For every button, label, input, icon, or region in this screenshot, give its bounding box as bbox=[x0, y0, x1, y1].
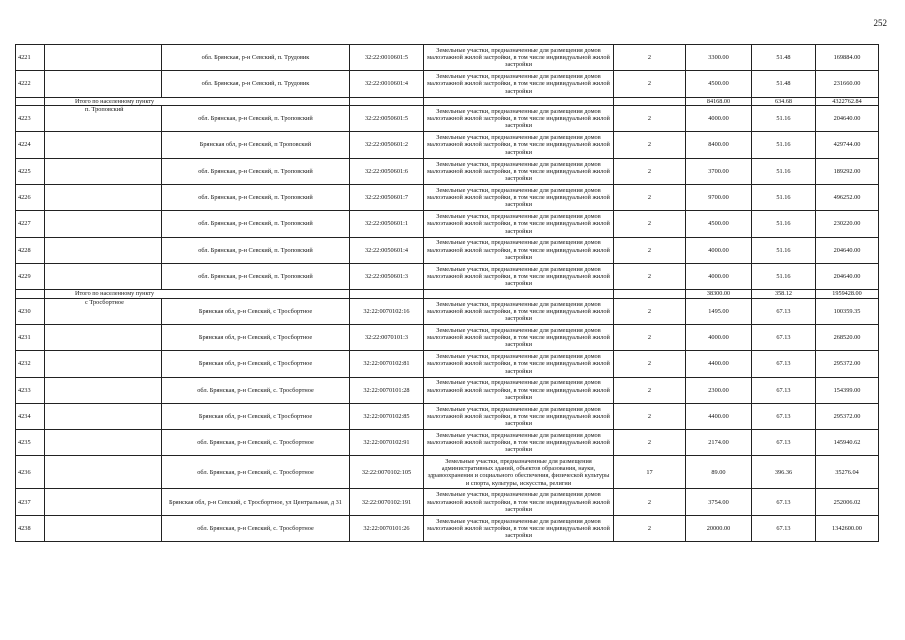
land-use-cell: Земельные участки, предназначенные для размещения домов малоэтажной жилой застройки, в том числе индивидуальной жилой застройки bbox=[424, 351, 614, 377]
address-cell: Брянская обл, р-н Севский, п Троповский bbox=[162, 132, 350, 158]
unit-value-cell: 396.36 bbox=[752, 456, 816, 489]
subtotal-label: Итого по населенному пункту bbox=[45, 97, 350, 106]
settlement-cell bbox=[45, 515, 162, 541]
settlement-cell bbox=[45, 489, 162, 515]
area-cell: 89.00 bbox=[686, 456, 752, 489]
cadastral-number-cell: 32:22:0050601:5 bbox=[350, 106, 424, 132]
table-row bbox=[16, 263, 879, 289]
use-group-cell: 2 bbox=[614, 184, 686, 210]
unit-value-cell: 67.13 bbox=[752, 377, 816, 403]
use-group-cell: 2 bbox=[614, 106, 686, 132]
subtotal-price: 634.68 bbox=[752, 97, 816, 106]
subtotal-row bbox=[16, 97, 879, 106]
unit-value-cell: 51.16 bbox=[752, 132, 816, 158]
use-group-cell: 2 bbox=[614, 324, 686, 350]
cadastral-value-cell: 295372.00 bbox=[816, 403, 879, 429]
settlement-cell: с Тросбортное bbox=[45, 298, 162, 324]
unit-value-cell: 51.16 bbox=[752, 263, 816, 289]
table-row bbox=[16, 489, 879, 515]
land-use-cell: Земельные участки, предназначенные для размещения домов малоэтажной жилой застройки, в том числе индивидуальной жилой застройки bbox=[424, 71, 614, 97]
settlement-cell bbox=[45, 263, 162, 289]
cadastral-number-cell: 32:22:0070102:81 bbox=[350, 351, 424, 377]
table-row bbox=[16, 430, 879, 456]
area-cell: 4000.00 bbox=[686, 106, 752, 132]
table-row bbox=[16, 515, 879, 541]
table-row bbox=[16, 324, 879, 350]
table-row bbox=[16, 45, 879, 71]
page-number: 252 bbox=[873, 18, 887, 28]
land-use-cell: Земельные участки, предназначенные для размещения домов малоэтажной жилой застройки, в том числе индивидуальной жилой застройки bbox=[424, 263, 614, 289]
address-cell: Брянская обл, р-н Севский, с Тросбортное bbox=[162, 403, 350, 429]
cadastral-value-cell: 268520.00 bbox=[816, 324, 879, 350]
land-use-cell: Земельные участки, предназначенные для размещения домов малоэтажной жилой застройки, в том числе индивидуальной жилой застройки bbox=[424, 132, 614, 158]
area-cell: 4400.00 bbox=[686, 351, 752, 377]
subtotal-price: 358.12 bbox=[752, 290, 816, 299]
area-cell: 3700.00 bbox=[686, 158, 752, 184]
land-use-cell: Земельные участки, предназначенные для размещения домов малоэтажной жилой застройки, в том числе индивидуальной жилой застройки bbox=[424, 430, 614, 456]
unit-value-cell: 51.48 bbox=[752, 71, 816, 97]
use-group-cell: 2 bbox=[614, 263, 686, 289]
table-row bbox=[16, 237, 879, 263]
table-body bbox=[16, 45, 879, 542]
unit-value-cell: 51.16 bbox=[752, 106, 816, 132]
row-number: 4224 bbox=[16, 132, 45, 158]
land-use-cell: Земельные участки, предназначенные для размещения домов малоэтажной жилой застройки, в том числе индивидуальной жилой застройки bbox=[424, 515, 614, 541]
land-use-cell: Земельные участки, предназначенные для размещения домов малоэтажной жилой застройки, в том числе индивидуальной жилой застройки bbox=[424, 324, 614, 350]
subtotal-area: 84168.00 bbox=[686, 97, 752, 106]
table-row bbox=[16, 71, 879, 97]
unit-value-cell: 67.13 bbox=[752, 298, 816, 324]
table-row bbox=[16, 211, 879, 237]
address-cell: обл. Брянская, р-н Севский, п. Троповский bbox=[162, 158, 350, 184]
area-cell: 2300.00 bbox=[686, 377, 752, 403]
row-number: 4236 bbox=[16, 456, 45, 489]
cadastral-number-cell: 32:22:0070101:3 bbox=[350, 324, 424, 350]
use-group-cell: 2 bbox=[614, 71, 686, 97]
use-group-cell: 2 bbox=[614, 45, 686, 71]
use-group-cell: 2 bbox=[614, 211, 686, 237]
area-cell: 4000.00 bbox=[686, 237, 752, 263]
area-cell: 4500.00 bbox=[686, 71, 752, 97]
cadastral-value-cell: 204640.00 bbox=[816, 237, 879, 263]
land-use-cell: Земельные участки, предназначенные для размещения домов малоэтажной жилой застройки, в том числе индивидуальной жилой застройки bbox=[424, 45, 614, 71]
area-cell: 8400.00 bbox=[686, 132, 752, 158]
area-cell: 4000.00 bbox=[686, 263, 752, 289]
table-row bbox=[16, 377, 879, 403]
unit-value-cell: 51.16 bbox=[752, 211, 816, 237]
settlement-cell bbox=[45, 403, 162, 429]
cadastral-number-cell: 32:22:0070102:105 bbox=[350, 456, 424, 489]
subtotal-value: 1959428.00 bbox=[816, 290, 879, 299]
cadastral-number-cell: 32:22:0050601:2 bbox=[350, 132, 424, 158]
unit-value-cell: 51.16 bbox=[752, 184, 816, 210]
unit-value-cell: 67.13 bbox=[752, 489, 816, 515]
row-number: 4228 bbox=[16, 237, 45, 263]
cadastral-value-cell: 154399.00 bbox=[816, 377, 879, 403]
use-group-cell: 2 bbox=[614, 403, 686, 429]
cadastral-number-cell: 32:22:0050601:3 bbox=[350, 263, 424, 289]
area-cell: 4400.00 bbox=[686, 403, 752, 429]
use-group-cell: 2 bbox=[614, 298, 686, 324]
cadastral-value-cell: 189292.00 bbox=[816, 158, 879, 184]
land-use-cell: Земельные участки, предназначенные для размещения домов малоэтажной жилой застройки, в том числе индивидуальной жилой застройки bbox=[424, 184, 614, 210]
row-number: 4226 bbox=[16, 184, 45, 210]
row-number: 4227 bbox=[16, 211, 45, 237]
settlement-cell bbox=[45, 45, 162, 71]
row-number: 4225 bbox=[16, 158, 45, 184]
unit-value-cell: 67.13 bbox=[752, 430, 816, 456]
address-cell: обл. Брянская, р-н Севский, п. Трудовик bbox=[162, 71, 350, 97]
area-cell: 20000.00 bbox=[686, 515, 752, 541]
table-row bbox=[16, 132, 879, 158]
address-cell: обл. Брянская, р-н Севский, п. Троповский bbox=[162, 263, 350, 289]
area-cell: 3754.00 bbox=[686, 489, 752, 515]
row-number: 4233 bbox=[16, 377, 45, 403]
row-number: 4234 bbox=[16, 403, 45, 429]
unit-value-cell: 67.13 bbox=[752, 515, 816, 541]
subtotal-row bbox=[16, 290, 879, 299]
settlement-cell bbox=[45, 237, 162, 263]
unit-value-cell: 51.16 bbox=[752, 237, 816, 263]
row-number: 4231 bbox=[16, 324, 45, 350]
cadastral-value-cell: 204640.00 bbox=[816, 106, 879, 132]
land-use-cell: Земельные участки, предназначенные для размещения домов малоэтажной жилой застройки, в том числе индивидуальной жилой застройки bbox=[424, 489, 614, 515]
cadastral-value-cell: 252006.02 bbox=[816, 489, 879, 515]
area-cell: 4000.00 bbox=[686, 324, 752, 350]
cadastral-number-cell: 32:22:0070102:191 bbox=[350, 489, 424, 515]
land-use-cell: Земельные участки, предназначенные для размещения домов малоэтажной жилой застройки, в том числе индивидуальной жилой застройки bbox=[424, 237, 614, 263]
cadastral-number-cell: 32:22:0070101:28 bbox=[350, 377, 424, 403]
cadastral-number-cell: 32:22:0050601:4 bbox=[350, 237, 424, 263]
land-use-cell: Земельные участки, предназначенные для размещения домов малоэтажной жилой застройки, в том числе индивидуальной жилой застройки bbox=[424, 298, 614, 324]
address-cell: обл. Брянская, р-н Севский, с. Тросбортное bbox=[162, 430, 350, 456]
land-use-cell: Земельные участки, предназначенные для размещения административных зданий, объектов образования, науки, здравоохранения и социального обеспечения, физической культуры и спорта, культуры, искусства, религии bbox=[424, 456, 614, 489]
row-number: 4237 bbox=[16, 489, 45, 515]
cadastral-number-cell: 32:22:0050601:7 bbox=[350, 184, 424, 210]
use-group-cell: 2 bbox=[614, 237, 686, 263]
subtotal-area: 38300.00 bbox=[686, 290, 752, 299]
table-row bbox=[16, 106, 879, 132]
land-use-cell: Земельные участки, предназначенные для размещения домов малоэтажной жилой застройки, в том числе индивидуальной жилой застройки bbox=[424, 158, 614, 184]
subtotal-value: 4322762.84 bbox=[816, 97, 879, 106]
row-number: 4238 bbox=[16, 515, 45, 541]
table-row bbox=[16, 158, 879, 184]
land-registry-table bbox=[15, 44, 879, 542]
cadastral-number-cell: 32:22:0070102:16 bbox=[350, 298, 424, 324]
unit-value-cell: 67.13 bbox=[752, 351, 816, 377]
cadastral-number-cell: 32:22:0050601:1 bbox=[350, 211, 424, 237]
cadastral-value-cell: 231660.00 bbox=[816, 71, 879, 97]
use-group-cell: 2 bbox=[614, 132, 686, 158]
unit-value-cell: 51.16 bbox=[752, 158, 816, 184]
row-number: 4235 bbox=[16, 430, 45, 456]
cadastral-number-cell: 32:22:0070102:91 bbox=[350, 430, 424, 456]
address-cell: обл. Брянская, р-н Севский, п. Трудовик bbox=[162, 45, 350, 71]
cadastral-value-cell: 169884.00 bbox=[816, 45, 879, 71]
land-use-cell: Земельные участки, предназначенные для размещения домов малоэтажной жилой застройки, в том числе индивидуальной жилой застройки bbox=[424, 377, 614, 403]
area-cell: 1495.00 bbox=[686, 298, 752, 324]
cadastral-value-cell: 429744.00 bbox=[816, 132, 879, 158]
address-cell: обл. Брянская, р-н Севский, с. Тросбортное bbox=[162, 456, 350, 489]
cadastral-value-cell: 35276.04 bbox=[816, 456, 879, 489]
cadastral-value-cell: 295372.00 bbox=[816, 351, 879, 377]
cadastral-number-cell: 32:22:0010601:5 bbox=[350, 45, 424, 71]
address-cell: обл. Брянская, р-н Севский, п. Троповский bbox=[162, 237, 350, 263]
settlement-cell bbox=[45, 158, 162, 184]
address-cell: обл. Брянская, р-н Севский, п. Троповский bbox=[162, 211, 350, 237]
use-group-cell: 2 bbox=[614, 351, 686, 377]
address-cell: Брянская обл, р-н Севский, с Тросбортное bbox=[162, 324, 350, 350]
area-cell: 9700.00 bbox=[686, 184, 752, 210]
settlement-cell bbox=[45, 351, 162, 377]
cadastral-value-cell: 204640.00 bbox=[816, 263, 879, 289]
row-number: 4229 bbox=[16, 263, 45, 289]
address-cell: обл. Брянская, р-н Севский, п. Троповский bbox=[162, 106, 350, 132]
row-number: 4223 bbox=[16, 106, 45, 132]
settlement-cell bbox=[45, 132, 162, 158]
cadastral-number-cell: 32:22:0010601:4 bbox=[350, 71, 424, 97]
row-number: 4221 bbox=[16, 45, 45, 71]
cadastral-number-cell: 32:22:0070102:85 bbox=[350, 403, 424, 429]
address-cell: Брянская обл, р-н Севский, с Тросбортное bbox=[162, 351, 350, 377]
cadastral-value-cell: 1342600.00 bbox=[816, 515, 879, 541]
settlement-cell bbox=[45, 71, 162, 97]
settlement-cell bbox=[45, 184, 162, 210]
table-row bbox=[16, 184, 879, 210]
unit-value-cell: 67.13 bbox=[752, 403, 816, 429]
table-row bbox=[16, 403, 879, 429]
settlement-cell bbox=[45, 211, 162, 237]
land-use-cell: Земельные участки, предназначенные для размещения домов малоэтажной жилой застройки, в том числе индивидуальной жилой застройки bbox=[424, 211, 614, 237]
cadastral-number-cell: 32:22:0070101:26 bbox=[350, 515, 424, 541]
table-row bbox=[16, 456, 879, 489]
row-number: 4232 bbox=[16, 351, 45, 377]
row-number: 4222 bbox=[16, 71, 45, 97]
settlement-cell bbox=[45, 377, 162, 403]
settlement-cell bbox=[45, 456, 162, 489]
area-cell: 2174.00 bbox=[686, 430, 752, 456]
use-group-cell: 2 bbox=[614, 430, 686, 456]
settlement-cell bbox=[45, 324, 162, 350]
table-row bbox=[16, 351, 879, 377]
land-use-cell: Земельные участки, предназначенные для размещения домов малоэтажной жилой застройки, в том числе индивидуальной жилой застройки bbox=[424, 403, 614, 429]
use-group-cell: 17 bbox=[614, 456, 686, 489]
address-cell: Брянская обл, р-н Севский, с Тросбортное, ул Центральная, д 31 bbox=[162, 489, 350, 515]
cadastral-value-cell: 100359.35 bbox=[816, 298, 879, 324]
area-cell: 4500.00 bbox=[686, 211, 752, 237]
row-number: 4230 bbox=[16, 298, 45, 324]
cadastral-value-cell: 145940.62 bbox=[816, 430, 879, 456]
address-cell: Брянская обл, р-н Севский, с Тросбортное bbox=[162, 298, 350, 324]
cadastral-number-cell: 32:22:0050601:6 bbox=[350, 158, 424, 184]
use-group-cell: 2 bbox=[614, 377, 686, 403]
use-group-cell: 2 bbox=[614, 489, 686, 515]
use-group-cell: 2 bbox=[614, 158, 686, 184]
unit-value-cell: 51.48 bbox=[752, 45, 816, 71]
cadastral-value-cell: 496252.00 bbox=[816, 184, 879, 210]
unit-value-cell: 67.13 bbox=[752, 324, 816, 350]
settlement-cell: п. Троповский bbox=[45, 106, 162, 132]
table-row bbox=[16, 298, 879, 324]
cadastral-value-cell: 230220.00 bbox=[816, 211, 879, 237]
settlement-cell bbox=[45, 430, 162, 456]
address-cell: обл. Брянская, р-н Севский, п. Троповский bbox=[162, 184, 350, 210]
address-cell: обл. Брянская, р-н Севский, с. Тросбортное bbox=[162, 377, 350, 403]
land-use-cell: Земельные участки, предназначенные для размещения домов малоэтажной жилой застройки, в том числе индивидуальной жилой застройки bbox=[424, 106, 614, 132]
use-group-cell: 2 bbox=[614, 515, 686, 541]
area-cell: 3300.00 bbox=[686, 45, 752, 71]
address-cell: обл. Брянская, р-н Севский, с. Тросбортное bbox=[162, 515, 350, 541]
subtotal-label: Итого по населенному пункту bbox=[45, 290, 350, 299]
